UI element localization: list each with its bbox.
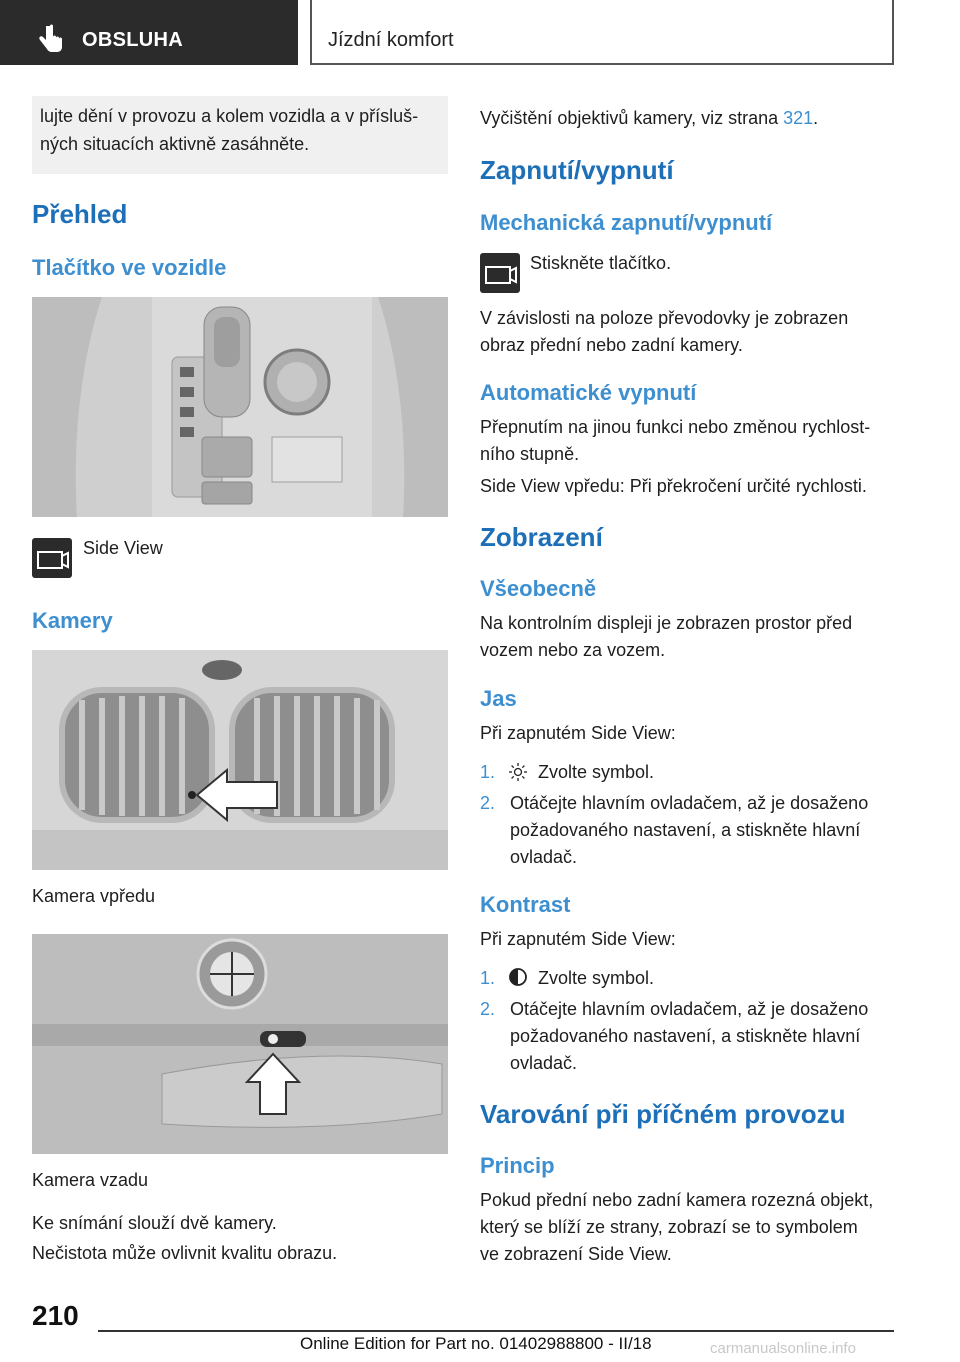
note-line-1: lujte dění v provozu a kolem vozidla a v přísluš-: [40, 106, 419, 126]
step-number: 2.: [480, 793, 496, 813]
jas-step-1-text: Zvolte symbol.: [538, 762, 655, 782]
section-label: OBSLUHA: [82, 29, 183, 51]
heading-kamery: Kamery: [32, 608, 113, 633]
press-button-text: Stiskněte tlačítko.: [530, 253, 672, 273]
heading-zapnuti: Zapnutí/vypnutí: [480, 155, 674, 185]
heading-kontrast: Kontrast: [480, 892, 571, 917]
page-reference-link[interactable]: 321: [783, 108, 814, 128]
heading-varovani: Varování při příčném provozu: [480, 1099, 846, 1129]
front-camera-photo: [32, 650, 448, 870]
brightness-icon: [508, 762, 528, 782]
caption-front: Kamera vpředu: [32, 886, 156, 906]
step-number: 1.: [480, 762, 496, 782]
note-line-2: ných situacích aktivně zasáhněte.: [40, 134, 310, 154]
step-line: Otáčejte hlavním ovladačem, až je dosaženo: [510, 999, 869, 1019]
paragraph-two-cameras: Ke snímání slouží dvě kamery.: [32, 1213, 277, 1233]
kontrast-step-1: [480, 965, 495, 992]
gear-line-1: V závislosti na poloze převodovky je zobrazen: [480, 308, 849, 328]
heading-prehled: Přehled: [32, 199, 128, 229]
paragraph-kontrast: Při zapnutém Side View:: [480, 929, 676, 949]
clean-lens-suffix: .: [813, 108, 819, 128]
paragraph-gear: [480, 305, 848, 359]
page-number: 210: [32, 1300, 79, 1331]
heading-automaticke: Automatické vypnutí: [480, 380, 697, 405]
footer-rule: [98, 1330, 894, 1332]
section-tab[interactable]: [0, 0, 298, 65]
kontrast-step-2: [480, 996, 495, 1023]
clean-lens-text: Vyčištění objektivů kamery, viz strana: [480, 108, 784, 128]
warning-note: [32, 96, 448, 174]
princip-line-3: ve zobrazení Side View.: [480, 1244, 672, 1264]
step-number: 2.: [480, 999, 496, 1019]
side-view-label: Side View: [83, 538, 163, 558]
gear-line-2: obraz přední nebo zadní kamery.: [480, 335, 743, 355]
side-view-button-icon: [32, 538, 72, 578]
princip-line-2: který se blíží ze strany, zobrazí se to symbolem: [480, 1217, 858, 1237]
step-number: 1.: [480, 968, 496, 988]
paragraph-dirt: Nečistota může ovlivnit kvalitu obrazu.: [32, 1243, 338, 1263]
paragraph-vseobecne: [480, 610, 852, 664]
watermark: carmanualsonline.info: [710, 1340, 856, 1357]
chapter-title: Jízdní komfort: [328, 29, 454, 51]
kontrast-step-1-text: Zvolte symbol.: [538, 968, 655, 988]
step-line: požadovaného nastavení, a stiskněte hlavní: [510, 1026, 861, 1046]
vseobecne-line-1: Na kontrolním displeji je zobrazen prostor před: [480, 613, 853, 633]
paragraph-auto-off: [480, 414, 870, 468]
edition-text: Online Edition for Part no. 01402988800 - II/18: [300, 1334, 652, 1353]
paragraph-princip: [480, 1187, 873, 1268]
step-line: požadovaného nastavení, a stiskněte hlavní: [510, 820, 861, 840]
chapter-header: [310, 0, 894, 65]
paragraph-side-view-speed: Side View vpředu: Při překročení určité rychlosti.: [480, 476, 867, 496]
hand-pointer-icon: [36, 24, 64, 54]
step-line: ovladač.: [510, 847, 578, 867]
kontrast-step-2-text: [510, 996, 868, 1077]
heading-mechanicka: Mechanická zapnutí/vypnutí: [480, 210, 773, 235]
heading-tlacitko: Tlačítko ve vozidle: [32, 255, 227, 280]
side-view-button-icon: [480, 253, 520, 293]
vseobecne-line-2: vozem nebo za vozem.: [480, 640, 666, 660]
jas-step-2: [480, 790, 495, 817]
heading-vseobecne: Všeobecně: [480, 576, 597, 601]
paragraph-jas: Při zapnutém Side View:: [480, 723, 676, 743]
contrast-icon: [508, 967, 528, 987]
heading-jas: Jas: [480, 686, 517, 711]
princip-line-1: Pokud přední nebo zadní kamera rozezná objekt,: [480, 1190, 874, 1210]
heading-princip: Princip: [480, 1153, 555, 1178]
step-line: ovladač.: [510, 1053, 578, 1073]
auto-line-2: ního stupně.: [480, 444, 580, 464]
caption-rear: Kamera vzadu: [32, 1170, 149, 1190]
rear-camera-photo: [32, 934, 448, 1154]
paragraph-clean-lens: [480, 105, 818, 132]
step-line: Otáčejte hlavním ovladačem, až je dosaženo: [510, 793, 869, 813]
jas-step-1: [480, 759, 495, 786]
auto-line-1: Přepnutím na jinou funkci nebo změnou rychlost-: [480, 417, 871, 437]
console-photo: [32, 297, 448, 517]
jas-step-2-text: [510, 790, 868, 871]
heading-zobrazeni: Zobrazení: [480, 522, 603, 552]
